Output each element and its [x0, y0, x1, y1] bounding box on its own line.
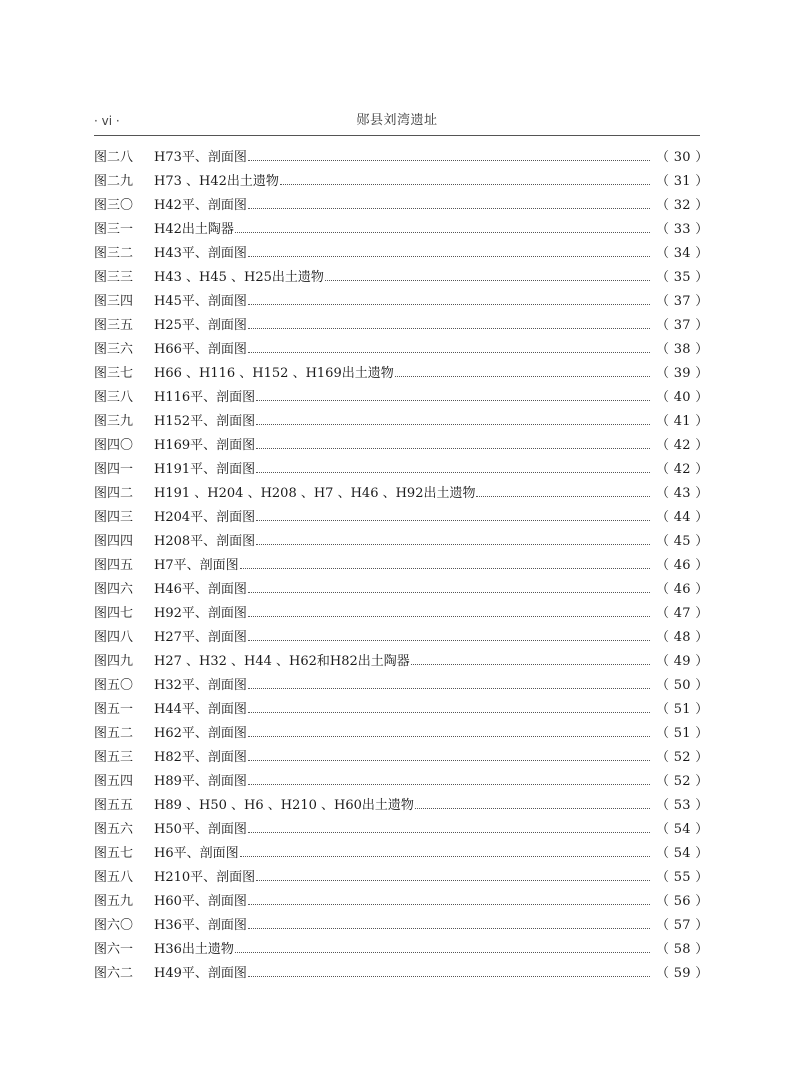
page-reference: （ 55 ） [656, 870, 709, 885]
page-reference: （ 52 ） [656, 750, 709, 765]
toc-entry [94, 410, 709, 434]
dot-leader [235, 952, 650, 953]
toc-entry [94, 146, 709, 170]
toc-entry [94, 218, 709, 242]
dot-leader [248, 760, 650, 761]
dot-leader [256, 880, 650, 881]
figure-caption: H116平、剖面图 [154, 390, 256, 405]
page-reference: （ 34 ） [656, 246, 709, 261]
toc-entry [94, 434, 709, 458]
toc-entry [94, 674, 709, 698]
toc-entry [94, 818, 709, 842]
toc-entry [94, 170, 709, 194]
figure-number: 图三八 [94, 390, 134, 405]
toc-entry [94, 530, 709, 554]
dot-leader [256, 424, 650, 425]
figure-number: 图四八 [94, 630, 134, 645]
figure-number: 图四五 [94, 558, 134, 573]
figure-number: 图四六 [94, 582, 134, 597]
figure-caption: H152平、剖面图 [154, 414, 256, 429]
toc-entry [94, 722, 709, 746]
dot-leader [240, 856, 650, 857]
dot-leader [248, 304, 650, 305]
page-reference: （ 32 ） [656, 198, 709, 213]
page-reference: （ 47 ） [656, 606, 709, 621]
dot-leader [256, 448, 650, 449]
page-reference: （ 31 ） [656, 174, 709, 189]
page-reference: （ 51 ） [656, 702, 709, 717]
page-reference: （ 45 ） [656, 534, 709, 549]
toc-entry [94, 602, 709, 626]
dot-leader [256, 544, 650, 545]
dot-leader [248, 640, 650, 641]
figure-caption: H73平、剖面图 [154, 150, 247, 165]
figure-caption: H92平、剖面图 [154, 606, 247, 621]
header-rule [94, 135, 700, 136]
dot-leader [411, 664, 650, 665]
figure-caption: H46平、剖面图 [154, 582, 247, 597]
page-reference: （ 49 ） [656, 654, 709, 669]
page-reference: （ 54 ） [656, 822, 709, 837]
page-reference: （ 39 ） [656, 366, 709, 381]
figure-caption: H27 、H32 、H44 、H62和H82出土陶器 [154, 654, 410, 669]
toc-entry [94, 698, 709, 722]
figure-caption: H191平、剖面图 [154, 462, 256, 477]
figure-number: 图五四 [94, 774, 134, 789]
page-reference: （ 41 ） [656, 414, 709, 429]
toc-entry [94, 266, 709, 290]
dot-leader [248, 688, 650, 689]
figure-caption: H66 、H116 、H152 、H169出土遗物 [154, 366, 394, 381]
figure-number: 图三五 [94, 318, 134, 333]
page-reference: （ 48 ） [656, 630, 709, 645]
toc-entry [94, 746, 709, 770]
toc-entry [94, 650, 709, 674]
dot-leader [325, 280, 650, 281]
dot-leader [256, 472, 650, 473]
figure-caption: H82平、剖面图 [154, 750, 247, 765]
figure-caption: H45平、剖面图 [154, 294, 247, 309]
page-reference: （ 38 ） [656, 342, 709, 357]
figure-caption: H204平、剖面图 [154, 510, 256, 525]
dot-leader [248, 328, 650, 329]
figure-caption: H42平、剖面图 [154, 198, 247, 213]
dot-leader [248, 616, 650, 617]
toc-entry [94, 482, 709, 506]
toc-entry [94, 506, 709, 530]
page-reference: （ 59 ） [656, 966, 709, 981]
figure-caption: H169平、剖面图 [154, 438, 256, 453]
toc-entry [94, 338, 709, 362]
toc-entry [94, 842, 709, 866]
figure-number: 图五三 [94, 750, 134, 765]
figure-number: 图三二 [94, 246, 134, 261]
figure-caption: H210平、剖面图 [154, 870, 256, 885]
page-reference: （ 56 ） [656, 894, 709, 909]
dot-leader [235, 232, 650, 233]
page-reference: （ 33 ） [656, 222, 709, 237]
figure-number: 图五九 [94, 894, 134, 909]
figure-number: 图五一 [94, 702, 134, 717]
dot-leader [248, 736, 650, 737]
toc-entry [94, 866, 709, 890]
page-reference: （ 40 ） [656, 390, 709, 405]
toc-entry [94, 290, 709, 314]
toc-entry [94, 194, 709, 218]
page-reference: （ 42 ） [656, 438, 709, 453]
figure-caption: H32平、剖面图 [154, 678, 247, 693]
figure-number: 图五六 [94, 822, 134, 837]
dot-leader [395, 376, 650, 377]
figure-caption: H208平、剖面图 [154, 534, 256, 549]
figure-caption: H60平、剖面图 [154, 894, 247, 909]
page-reference: （ 46 ） [656, 582, 709, 597]
figure-caption: H89 、H50 、H6 、H210 、H60出土遗物 [154, 798, 414, 813]
figure-caption: H62平、剖面图 [154, 726, 247, 741]
toc-entry [94, 962, 709, 986]
figure-caption: H7平、剖面图 [154, 558, 239, 573]
figure-number: 图五五 [94, 798, 134, 813]
figure-number: 图三一 [94, 222, 134, 237]
page-reference: （ 53 ） [656, 798, 709, 813]
figure-number: 图四二 [94, 486, 134, 501]
dot-leader [415, 808, 650, 809]
dot-leader [256, 520, 650, 521]
page-reference: （ 54 ） [656, 846, 709, 861]
toc-entry [94, 458, 709, 482]
page-reference: （ 30 ） [656, 150, 709, 165]
dot-leader [280, 184, 650, 185]
toc-entry [94, 578, 709, 602]
figure-number: 图三九 [94, 414, 134, 429]
figure-number: 图三六 [94, 342, 134, 357]
dot-leader [256, 400, 650, 401]
figure-number: 图四九 [94, 654, 134, 669]
figure-number: 图四七 [94, 606, 134, 621]
figure-caption: H50平、剖面图 [154, 822, 247, 837]
figure-number: 图六一 [94, 942, 134, 957]
dot-leader [476, 496, 650, 497]
figure-caption: H73 、H42出土遗物 [154, 174, 279, 189]
figure-caption: H27平、剖面图 [154, 630, 247, 645]
figure-number: 图四三 [94, 510, 134, 525]
page-reference: （ 51 ） [656, 726, 709, 741]
figure-number: 图五〇 [94, 678, 134, 693]
dot-leader [248, 928, 650, 929]
figure-caption: H25平、剖面图 [154, 318, 247, 333]
page-reference: （ 46 ） [656, 558, 709, 573]
page-reference: （ 37 ） [656, 318, 709, 333]
dot-leader [248, 784, 650, 785]
figure-number: 图五八 [94, 870, 134, 885]
page-reference: （ 50 ） [656, 678, 709, 693]
figure-number: 图四四 [94, 534, 134, 549]
figure-number: 图三三 [94, 270, 134, 285]
dot-leader [248, 256, 650, 257]
dot-leader [248, 160, 650, 161]
figure-number: 图五七 [94, 846, 134, 861]
page-reference: （ 52 ） [656, 774, 709, 789]
toc-entry [94, 554, 709, 578]
figure-number: 图二八 [94, 150, 134, 165]
figure-number: 图六二 [94, 966, 134, 981]
page-reference: （ 37 ） [656, 294, 709, 309]
figure-number: 图三七 [94, 366, 134, 381]
figure-number: 图三四 [94, 294, 134, 309]
toc-entry [94, 386, 709, 410]
figure-number: 图四〇 [94, 438, 134, 453]
figure-caption: H43 、H45 、H25出土遗物 [154, 270, 324, 285]
figure-caption: H191 、H204 、H208 、H7 、H46 、H92出土遗物 [154, 486, 476, 501]
toc-entry [94, 314, 709, 338]
toc-entry [94, 890, 709, 914]
dot-leader [248, 904, 650, 905]
figure-caption: H89平、剖面图 [154, 774, 247, 789]
page-reference: （ 58 ） [656, 942, 709, 957]
figure-list [94, 146, 709, 986]
figure-number: 图五二 [94, 726, 134, 741]
page-header [94, 111, 700, 135]
figure-caption: H43平、剖面图 [154, 246, 247, 261]
page-reference: （ 57 ） [656, 918, 709, 933]
dot-leader [248, 592, 650, 593]
toc-entry [94, 938, 709, 962]
figure-caption: H49平、剖面图 [154, 966, 247, 981]
figure-caption: H42出土陶器 [154, 222, 234, 237]
figure-number: 图二九 [94, 174, 134, 189]
dot-leader [248, 352, 650, 353]
figure-number: 图三〇 [94, 198, 134, 213]
dot-leader [248, 976, 650, 977]
figure-caption: H66平、剖面图 [154, 342, 247, 357]
dot-leader [248, 208, 650, 209]
page-reference: （ 44 ） [656, 510, 709, 525]
page-reference: （ 43 ） [656, 486, 709, 501]
dot-leader [240, 568, 650, 569]
toc-entry [94, 362, 709, 386]
figure-caption: H36出土遗物 [154, 942, 234, 957]
running-title: 郧县刘湾遗址 [356, 113, 438, 128]
figure-number: 图四一 [94, 462, 134, 477]
toc-entry [94, 794, 709, 818]
figure-caption: H44平、剖面图 [154, 702, 247, 717]
page-reference: （ 35 ） [656, 270, 709, 285]
toc-entry [94, 770, 709, 794]
dot-leader [248, 712, 650, 713]
dot-leader [248, 832, 650, 833]
page-reference: （ 42 ） [656, 462, 709, 477]
toc-entry [94, 242, 709, 266]
page-number: · vi · [94, 114, 120, 128]
toc-entry [94, 626, 709, 650]
figure-number: 图六〇 [94, 918, 134, 933]
toc-entry [94, 914, 709, 938]
figure-caption: H6平、剖面图 [154, 846, 239, 861]
figure-caption: H36平、剖面图 [154, 918, 247, 933]
